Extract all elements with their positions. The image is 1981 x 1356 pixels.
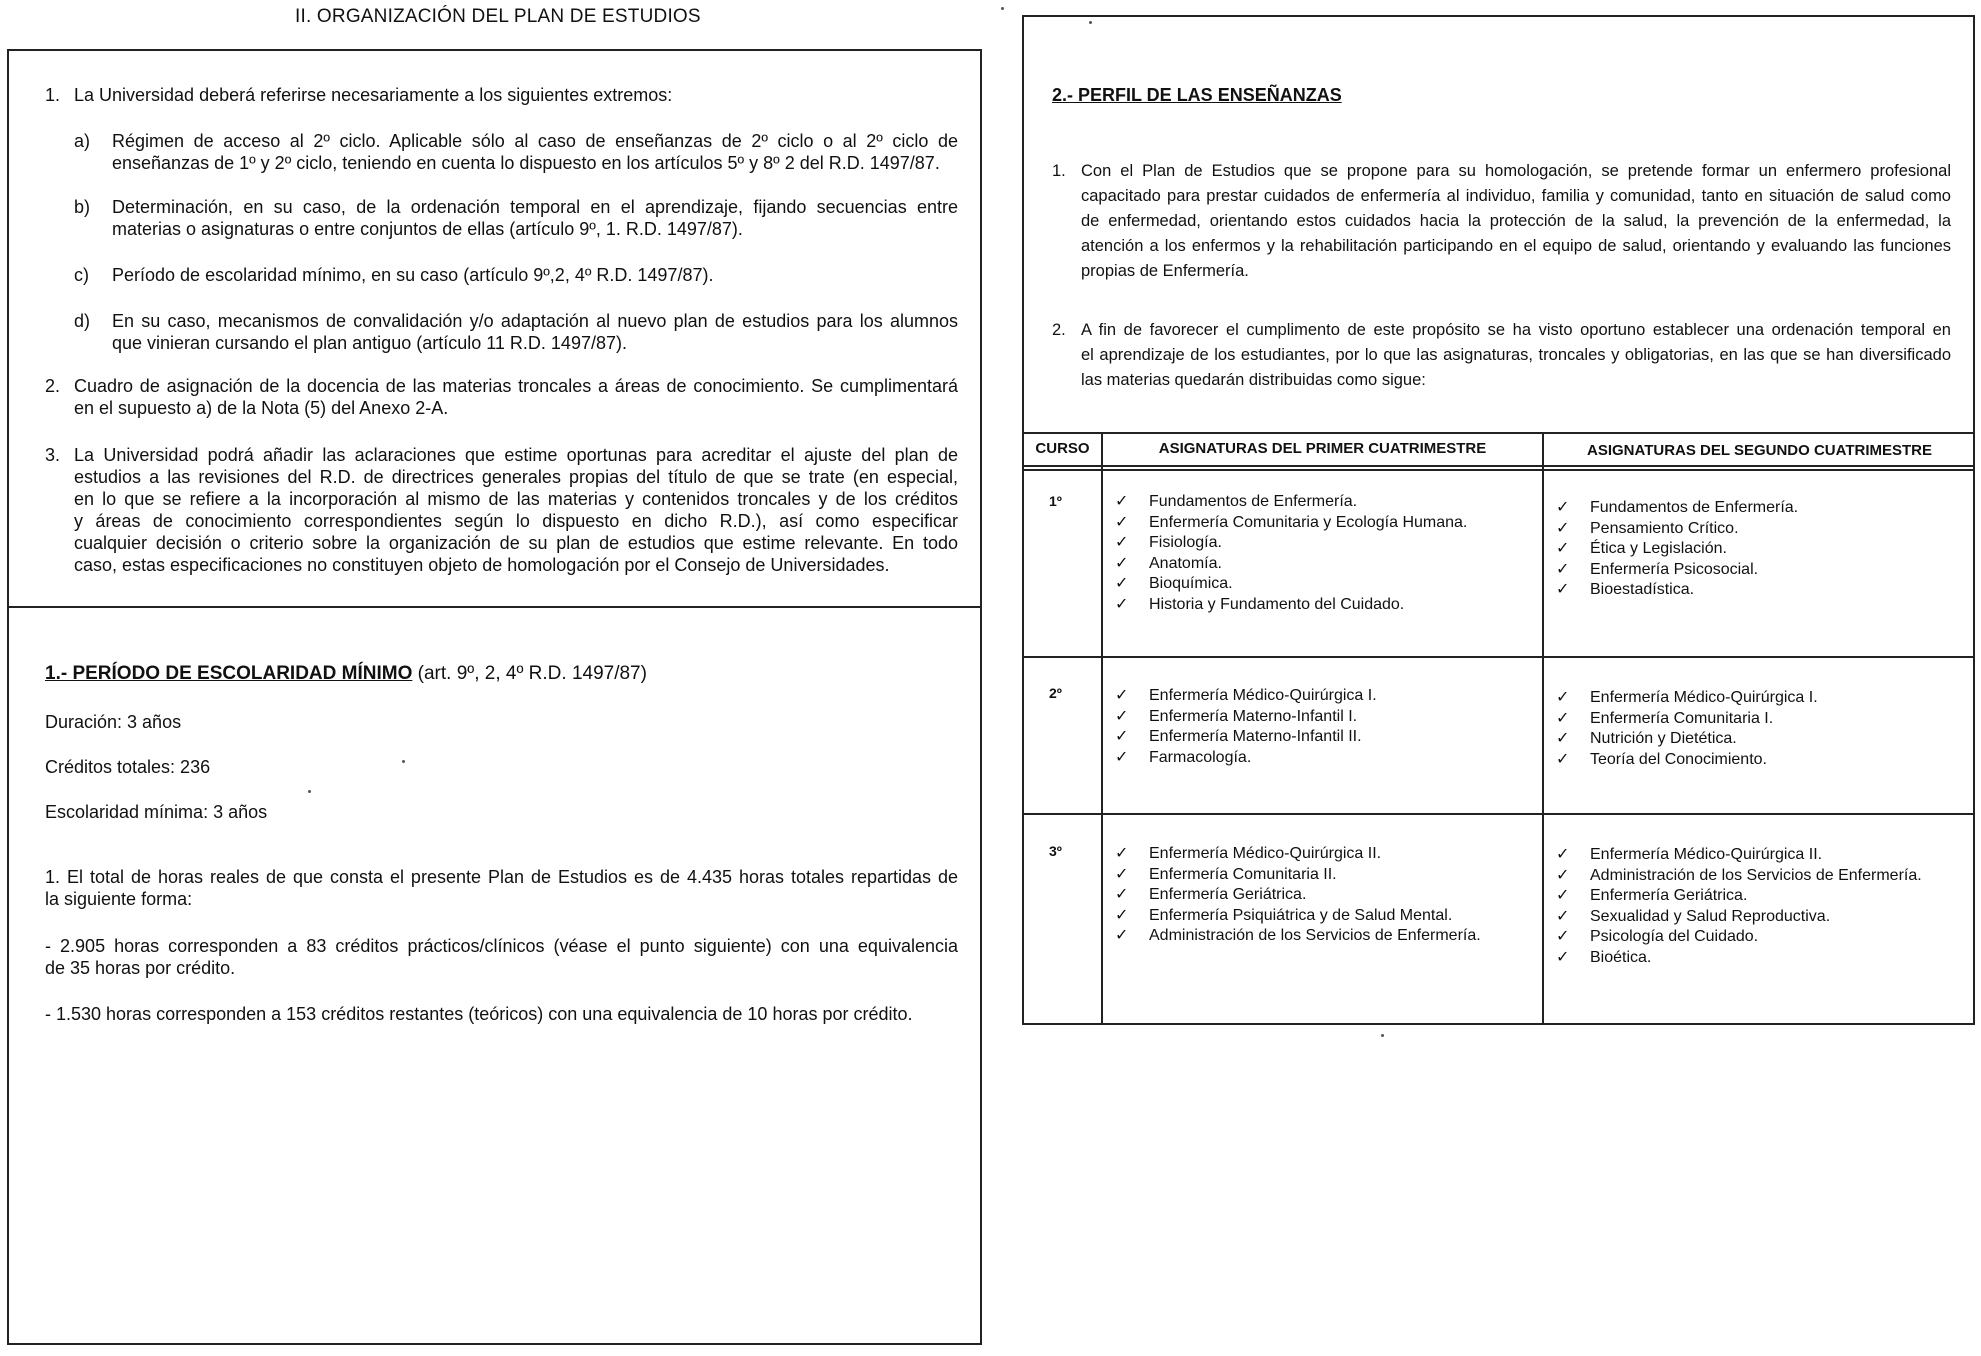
table-row-border <box>1022 656 1975 658</box>
item-b-line: Determinación, en su caso, de la ordenación temporal en el aprendizaje, fijando secuencias entre <box>112 197 958 217</box>
list-item <box>1115 748 1377 769</box>
list-item <box>1556 560 1798 581</box>
check-icon: ✓ <box>1115 906 1129 924</box>
subject: Enfermería Médico-Quirúrgica I. <box>1149 687 1377 704</box>
table-row-border <box>1022 813 1975 815</box>
item-3-line: La Universidad podrá añadir las aclaraciones que estime oportunas para acreditar el ajuste del plan de <box>74 445 958 465</box>
list-item <box>1556 948 1922 969</box>
subject: Anatomía. <box>1149 554 1222 572</box>
subject: Enfermería Médico-Quirúrgica II. <box>1149 845 1382 862</box>
list-item <box>1556 845 1922 866</box>
curso-3: 3º <box>1049 843 1062 859</box>
item-a-line: enseñanzas de 1º y 2º ciclo, teniendo en cuenta lo dispuesto en los artículos 5º y 8º 2 del R.D. 1497/87. <box>112 153 940 173</box>
list-item <box>1556 519 1798 540</box>
check-icon: ✓ <box>1556 887 1570 904</box>
item-3-line: caso, estas especificaciones no constituyen objeto de homologación por el Consejo de Universidades. <box>74 555 890 575</box>
list-item <box>1115 574 1467 595</box>
duracion-text: Duración: 3 años <box>45 712 182 732</box>
list-item <box>1115 926 1481 947</box>
item-3-line: cualquier decisión o criterio sobre la organización de su plan de estudios que estime relevante. En todo <box>74 533 958 553</box>
table-header-border-2 <box>1022 469 1975 471</box>
list-item <box>1115 533 1467 554</box>
subject: Ética y Legislación. <box>1590 540 1727 557</box>
subject: Teoría del Conocimiento. <box>1590 750 1767 768</box>
scan-speck <box>308 790 311 793</box>
list-item <box>1115 885 1481 906</box>
subject: Enfermería Comunitaria I. <box>1590 709 1774 727</box>
subject: Enfermería Médico-Quirúrgica II. <box>1590 846 1823 863</box>
check-icon: ✓ <box>1556 709 1570 727</box>
subject: Administración de los Servicios de Enfermería. <box>1590 866 1922 884</box>
list-item <box>1556 688 1818 709</box>
row-1-first-list <box>1115 492 1467 615</box>
perfil-p1-line: Con el Plan de Estudios que se propone para su homologación, se pretende formar un enfermero profesional <box>1081 162 1951 180</box>
scan-speck <box>1001 7 1004 10</box>
item-1-text: La Universidad deberá referirse necesariamente a los siguientes extremos: <box>74 85 673 105</box>
row-2-second-list <box>1556 688 1818 770</box>
left-panel <box>7 49 982 1345</box>
item-2-num: 2. <box>45 376 61 396</box>
subject: Psicología del Cuidado. <box>1590 928 1759 945</box>
perfil-p1-line: propias de Enfermería. <box>1081 262 1249 280</box>
practicos-line: - 2.905 horas corresponden a 83 créditos prácticos/clínicos (véase el punto siguiente) con una equivalencia <box>45 936 958 956</box>
perfil-p1-line: capacitado para prestar cuidados de enfermería al individuo, familia y comunidad, tanto en situación de salud como <box>1081 187 1951 205</box>
check-icon: ✓ <box>1556 907 1570 925</box>
check-icon: ✓ <box>1556 689 1570 706</box>
check-icon: ✓ <box>1115 886 1129 903</box>
subject: Nutrición y Dietética. <box>1590 730 1737 747</box>
check-icon: ✓ <box>1115 575 1129 592</box>
check-icon: ✓ <box>1115 687 1129 704</box>
table-col-border <box>1542 432 1544 1025</box>
item-b-num: b) <box>74 197 91 217</box>
list-item <box>1556 866 1922 887</box>
perfil-p2 <box>1081 318 1951 393</box>
item-a-line: Régimen de acceso al 2º ciclo. Aplicable sólo al caso de enseñanzas de 2º ciclo o al 2º ciclo de <box>112 131 958 151</box>
list-item <box>1556 750 1818 771</box>
check-icon: ✓ <box>1556 948 1570 966</box>
subject: Enfermería Médico-Quirúrgica I. <box>1590 689 1818 706</box>
table-header-border <box>1022 465 1975 467</box>
item-c-text: Período de escolaridad mínimo, en su caso (artículo 9º,2, 4º R.D. 1497/87). <box>112 265 714 285</box>
check-icon: ✓ <box>1115 554 1129 572</box>
horas-paragraph <box>45 866 958 910</box>
list-item <box>1556 907 1922 928</box>
row-3-first-list <box>1115 844 1481 947</box>
item-a-num: a) <box>74 131 91 151</box>
perfil-p1-line: de enfermedad, orientando estos cuidados hacia la protección de la salud, la prevención de la enfermedad, la <box>1081 212 1951 230</box>
item-d-line: que vinieran cursando el plan antiguo (artículo 11 R.D. 1497/87). <box>112 333 627 353</box>
check-icon: ✓ <box>1556 560 1570 578</box>
check-icon: ✓ <box>1115 493 1129 510</box>
check-icon: ✓ <box>1556 499 1570 516</box>
check-icon: ✓ <box>1115 927 1129 944</box>
practicos-line: de 35 horas por crédito. <box>45 958 236 978</box>
perfil-title: 2.- PERFIL DE LAS ENSEÑANZAS <box>1052 85 1342 105</box>
subject: Farmacología. <box>1149 748 1252 766</box>
horas-line: 1. El total de horas reales de que consta el presente Plan de Estudios es de 4.435 horas totales repartidas de <box>45 867 958 887</box>
subject: Bioestadística. <box>1590 581 1695 598</box>
item-1-num: 1. <box>45 85 61 105</box>
list-item <box>1556 580 1798 601</box>
header-curso: CURSO <box>1035 440 1090 457</box>
subject: Bioética. <box>1590 948 1652 966</box>
list-item <box>1115 844 1481 865</box>
check-icon: ✓ <box>1556 730 1570 747</box>
scan-speck <box>402 760 405 763</box>
check-icon: ✓ <box>1556 846 1570 863</box>
perfil-p2-num: 2. <box>1052 321 1066 339</box>
list-item <box>1556 498 1798 519</box>
list-item <box>1556 539 1798 560</box>
item-3-line: estudios a las revisiones del R.D. de directrices generales propias del título de que se trate (en especial, <box>74 467 958 487</box>
escolaridad-text: Escolaridad mínima: 3 años <box>45 802 268 822</box>
check-icon: ✓ <box>1115 748 1129 766</box>
section-1-heading <box>45 663 647 685</box>
check-icon: ✓ <box>1115 865 1129 883</box>
check-icon: ✓ <box>1556 928 1570 945</box>
list-item <box>1556 709 1818 730</box>
item-3-line: y áreas de conocimiento correspondientes según lo dispuesto en dicho R.D.), así como especificar <box>74 511 958 531</box>
item-b-line: materias o asignaturas o entre conjuntos de ellas (artículo 9º, 1. R.D. 1497/87). <box>112 219 743 239</box>
horas-line: la siguiente forma: <box>45 889 193 909</box>
subject: Fisiología. <box>1149 534 1222 551</box>
subject: Enfermería Psiquiátrica y de Salud Mental. <box>1149 906 1453 924</box>
subject: Sexualidad y Salud Reproductiva. <box>1590 907 1831 925</box>
item-3-text <box>74 444 958 576</box>
check-icon: ✓ <box>1115 845 1129 862</box>
perfil-p2-line: las materias quedarán distribuidas como sigue: <box>1081 371 1426 389</box>
curso-1: 1º <box>1049 493 1062 509</box>
subject: Bioquímica. <box>1149 575 1233 592</box>
table-top-border <box>1022 432 1975 434</box>
row-1-second-list <box>1556 498 1798 601</box>
list-item <box>1115 727 1377 748</box>
check-icon: ✓ <box>1556 581 1570 598</box>
list-item <box>1556 729 1818 750</box>
item-d-num: d) <box>74 311 91 331</box>
curso-2: 2º <box>1049 685 1062 701</box>
scan-speck <box>1381 1034 1384 1037</box>
subject: Enfermería Psicosocial. <box>1590 560 1759 578</box>
check-icon: ✓ <box>1115 728 1129 745</box>
list-item <box>1556 927 1922 948</box>
list-item <box>1115 554 1467 575</box>
perfil-p1-num: 1. <box>1052 162 1066 180</box>
list-item <box>1115 492 1467 513</box>
item-a-text <box>112 130 958 174</box>
check-icon: ✓ <box>1556 540 1570 557</box>
section-1-title: 1.- PERÍODO DE ESCOLARIDAD MÍNIMO <box>45 663 413 684</box>
table-col-border <box>1101 432 1103 1025</box>
scan-speck <box>1089 21 1092 24</box>
item-b-text <box>112 196 958 240</box>
row-3-second-list <box>1556 845 1922 968</box>
subject: Pensamiento Crítico. <box>1590 519 1739 537</box>
row-2-first-list <box>1115 686 1377 768</box>
header-primer-cuatrimestre: ASIGNATURAS DEL PRIMER CUATRIMESTRE <box>1158 440 1487 457</box>
page-title: II. ORGANIZACIÓN DEL PLAN DE ESTUDIOS <box>295 6 701 27</box>
item-3-line: en lo que se refiere a la incorporación al mismo de las materias y contenidos troncales y de los créditos <box>74 489 958 509</box>
list-item <box>1115 513 1467 534</box>
check-icon: ✓ <box>1115 534 1129 551</box>
subject: Administración de los Servicios de Enfermería. <box>1149 927 1481 944</box>
perfil-p2-line: A fin de favorecer el cumplimento de este propósito se ha visto oportuno establecer una ordenación temporal en <box>1081 321 1951 339</box>
item-3-num: 3. <box>45 445 61 465</box>
item-d-line: En su caso, mecanismos de convalidación y/o adaptación al nuevo plan de estudios para los alumnos <box>112 311 958 331</box>
subject: Fundamentos de Enfermería. <box>1590 499 1799 516</box>
perfil-p2-line: el aprendizaje de los estudiantes, por lo que las asignaturas, troncales y obligatorias, en las que se han diversificado <box>1081 346 1951 364</box>
check-icon: ✓ <box>1556 750 1570 768</box>
teoricos-paragraph: - 1.530 horas corresponden a 153 créditos restantes (teóricos) con una equivalencia de 10 horas por crédito. <box>45 1004 913 1024</box>
list-item <box>1115 906 1481 927</box>
check-icon: ✓ <box>1556 519 1570 537</box>
practicos-paragraph <box>45 935 958 979</box>
creditos-text: Créditos totales: 236 <box>45 757 211 777</box>
header-segundo-cuatrimestre: ASIGNATURAS DEL SEGUNDO CUATRIMESTRE <box>1586 442 1932 459</box>
list-item <box>1115 865 1481 886</box>
check-icon: ✓ <box>1556 866 1570 884</box>
subject: Enfermería Comunitaria y Ecología Humana. <box>1149 513 1468 531</box>
subject: Enfermería Materno-Infantil II. <box>1149 728 1362 745</box>
item-d-text <box>112 310 958 354</box>
list-item <box>1115 686 1377 707</box>
subject: Fundamentos de Enfermería. <box>1149 493 1358 510</box>
item-2-text <box>74 375 958 419</box>
list-item <box>1556 886 1922 907</box>
item-2-line: en el supuesto a) de la Nota (5) del Anexo 2-A. <box>74 398 449 418</box>
item-c-num: c) <box>74 265 89 285</box>
subject: Enfermería Comunitaria II. <box>1149 865 1337 883</box>
check-icon: ✓ <box>1115 513 1129 531</box>
check-icon: ✓ <box>1115 595 1129 613</box>
list-item <box>1115 595 1467 616</box>
left-divider <box>7 606 982 608</box>
section-1-title-suffix: (art. 9º, 2, 4º R.D. 1497/87) <box>412 663 647 684</box>
item-2-line: Cuadro de asignación de la docencia de las materias troncales a áreas de conocimiento. Se cumplimentará <box>74 376 958 396</box>
perfil-p1-line: atención a los enfermos y la rehabilitación participando en el equipo de salud, orientando y evaluando las funciones <box>1081 237 1951 255</box>
subject: Enfermería Materno-Infantil I. <box>1149 707 1358 725</box>
subject: Historia y Fundamento del Cuidado. <box>1149 595 1405 613</box>
subject: Enfermería Geriátrica. <box>1149 886 1307 903</box>
check-icon: ✓ <box>1115 707 1129 725</box>
perfil-p1 <box>1081 159 1951 284</box>
list-item <box>1115 707 1377 728</box>
subject: Enfermería Geriátrica. <box>1590 887 1748 904</box>
